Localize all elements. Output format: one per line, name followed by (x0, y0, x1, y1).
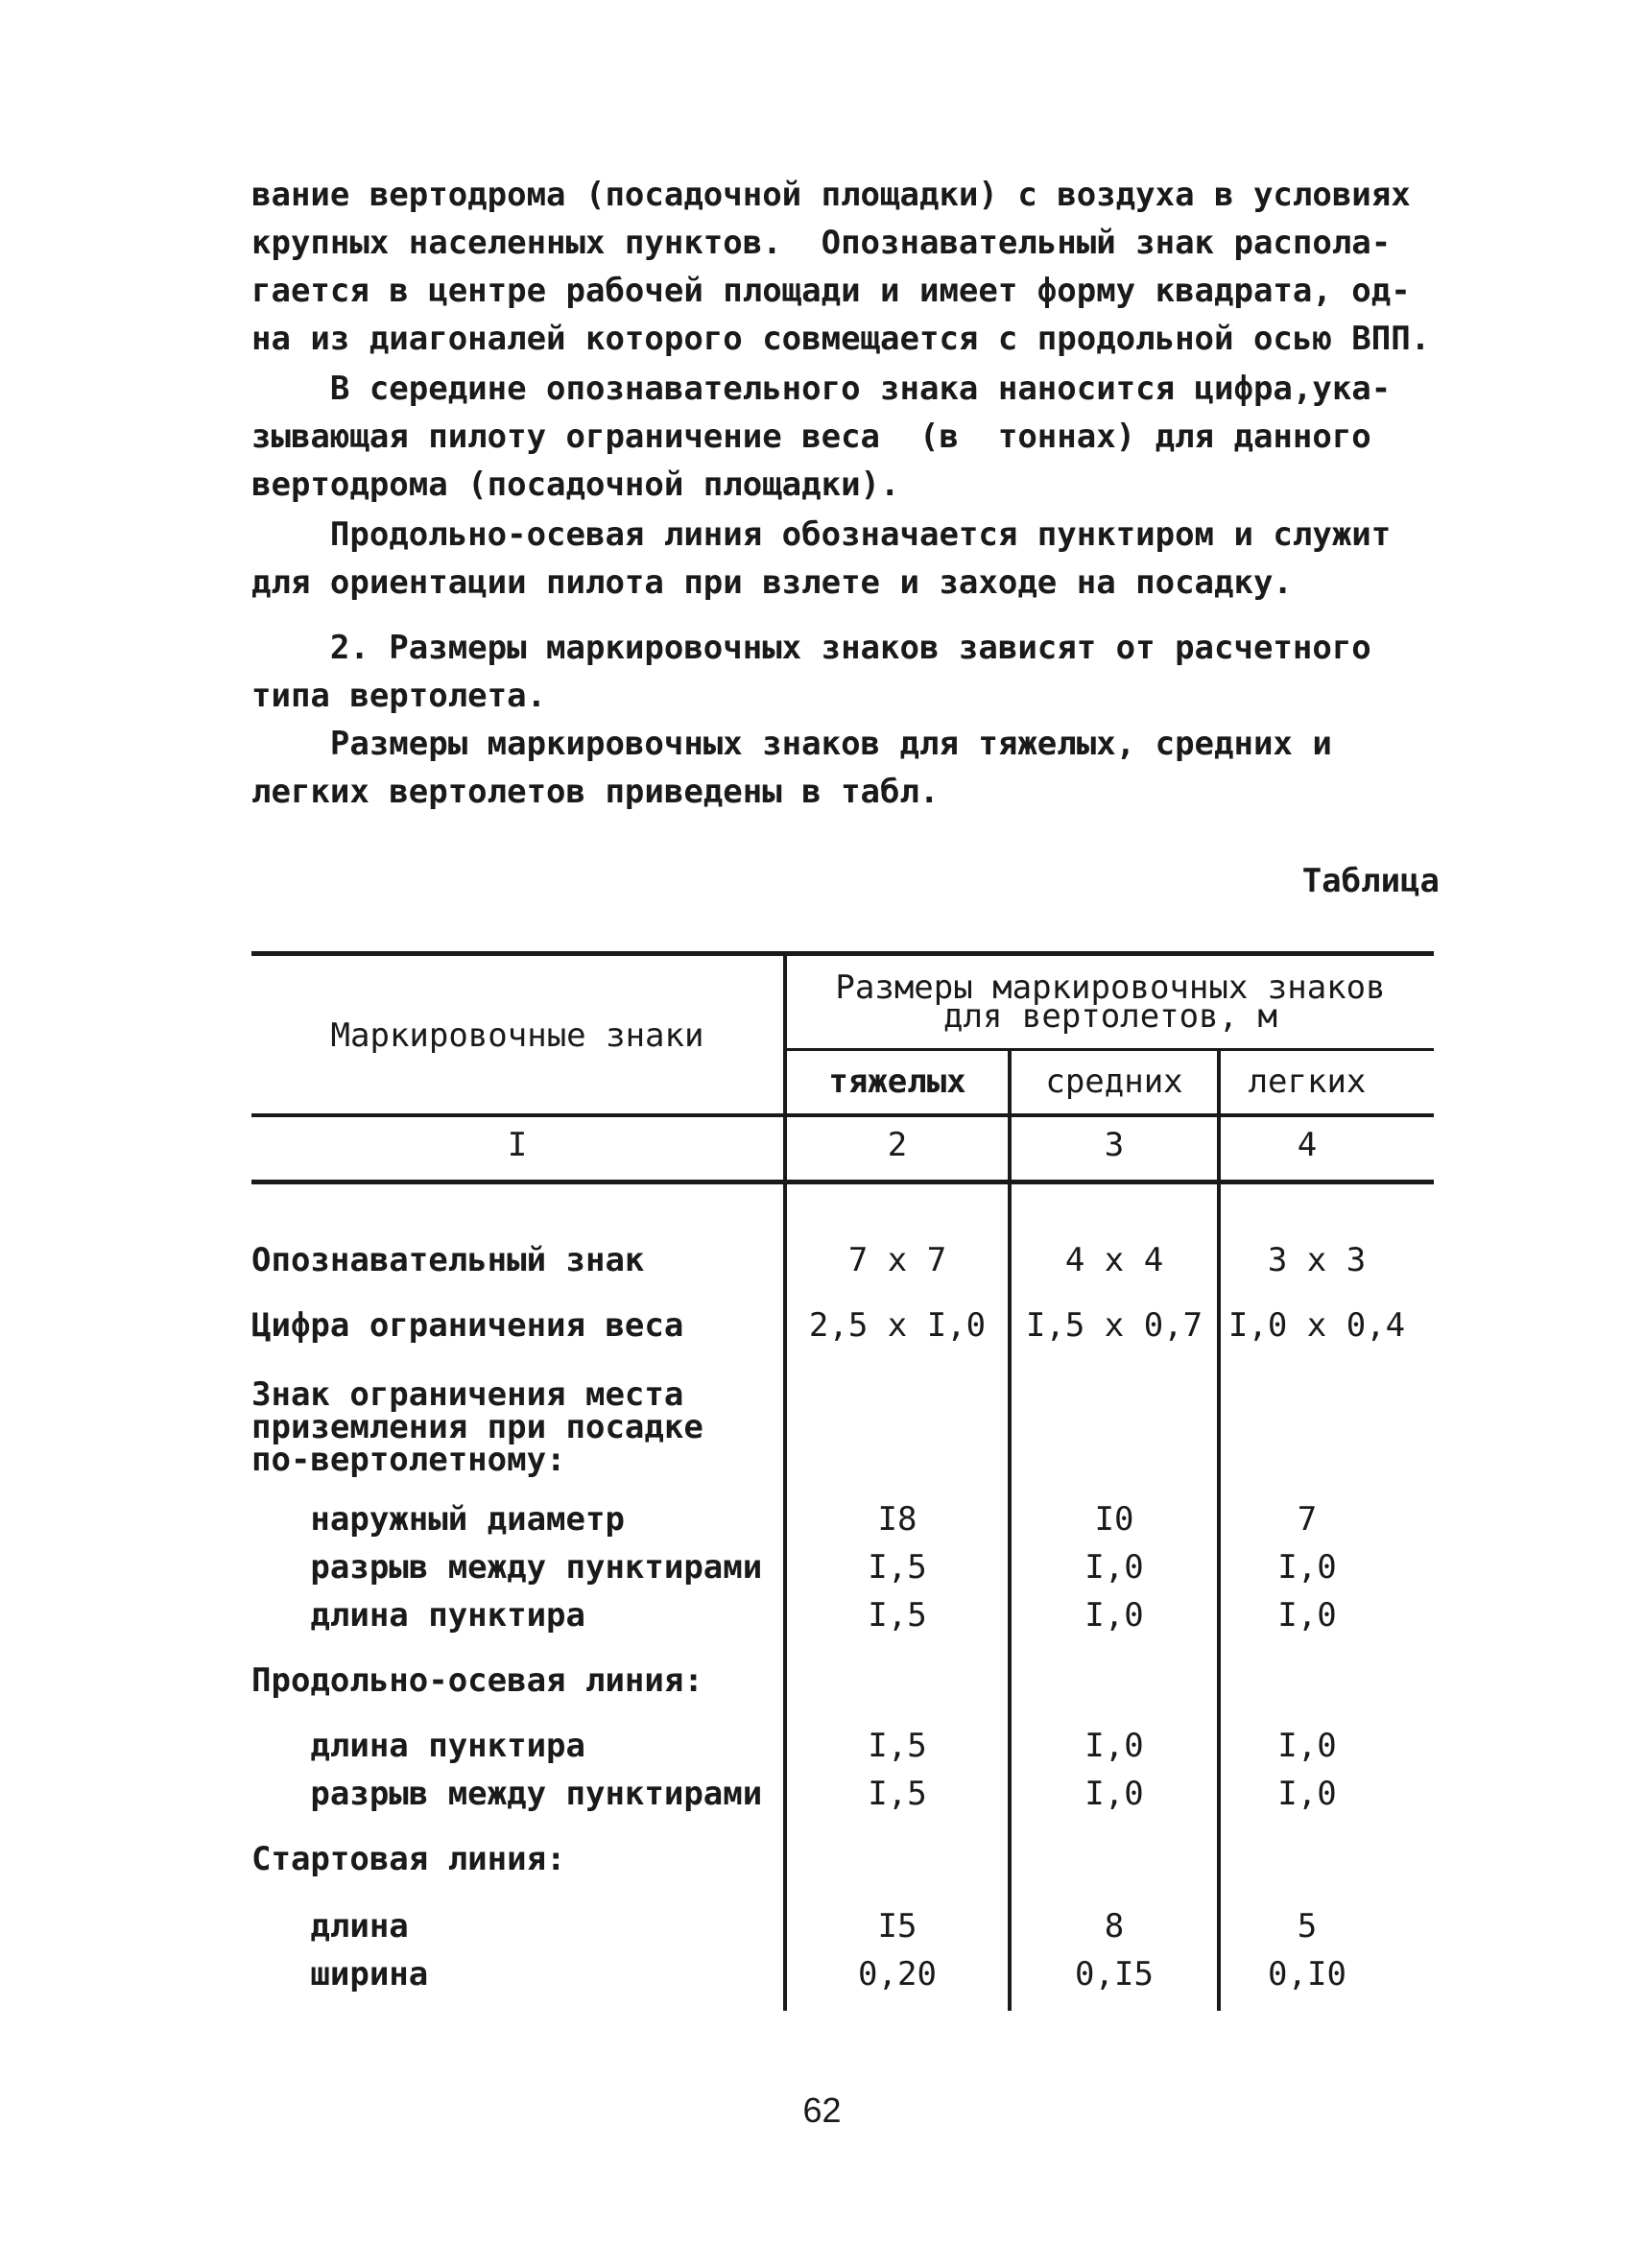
table-row-label: длина пунктира (251, 1596, 585, 1635)
table-cell: 2,5 x I,0 (808, 1306, 987, 1345)
text-line: Размеры маркировочных знаков для тяжелых, средних и (251, 725, 1332, 763)
column-number-1: I (507, 1126, 528, 1164)
header-light: легких (1248, 1062, 1367, 1101)
table-row-label: Опознавательный знак (251, 1241, 645, 1279)
column-number-2: 2 (887, 1126, 908, 1164)
text-line: вертодрома (посадочной площадки). (251, 466, 900, 504)
text-line: гается в центре рабочей площади и имеет форму квадрата, од- (251, 272, 1411, 310)
text-line: В середине опознавательного знака наносится цифра,ука- (251, 370, 1392, 408)
table-cell: I0 (1094, 1500, 1134, 1539)
text-line: 2. Размеры маркировочных знаков зависят от расчетного (251, 629, 1371, 667)
page-number: 62 (802, 2090, 842, 2130)
table-cell: 7 (1297, 1500, 1318, 1539)
table-cell: I,5 (868, 1596, 927, 1635)
header-medium: средних (1045, 1062, 1183, 1101)
table-cell: 0,20 (858, 1955, 937, 1993)
table-cell: 5 (1297, 1907, 1318, 1946)
header-group-line-2: для вертолетов, м (943, 997, 1277, 1036)
text-line: Продольно-осевая линия обозначается пунктиром и служит (251, 515, 1392, 554)
table-cell: I,0 x 0,4 (1227, 1306, 1406, 1345)
table-cell: I,5 (868, 1727, 927, 1765)
table-row-label: Цифра ограничения веса (251, 1306, 684, 1345)
column-number-3: 3 (1104, 1126, 1125, 1164)
text-line: вание вертодрома (посадочной площадки) с воздуха в условиях (251, 176, 1411, 214)
text-line: легких вертолетов приведены в табл. (251, 773, 940, 811)
text-line: крупных населенных пунктов. Опознавательный знак распола- (251, 224, 1392, 262)
column-number-4: 4 (1297, 1126, 1318, 1164)
table-row-label: наружный диаметр (251, 1500, 625, 1539)
paragraph-5 (251, 720, 1441, 816)
table-row-label: длина (251, 1907, 409, 1946)
header-bottom-rule (251, 1113, 1434, 1117)
table-cell: I,5 (868, 1548, 927, 1587)
number-row-rule (251, 1180, 1434, 1184)
table-row-label: ширина (251, 1955, 429, 1993)
paragraph-4 (251, 624, 1441, 720)
paragraph-3 (251, 511, 1441, 607)
text-line: для ориентации пилота при взлете и заходе на посадку. (251, 563, 1293, 602)
table-row-label: разрыв между пунктирами (251, 1548, 763, 1587)
table-row-label: по-вертолетному: (251, 1441, 566, 1479)
table-cell: I,0 (1084, 1548, 1144, 1587)
table-cell: I,0 (1084, 1596, 1144, 1635)
table-cell: 7 x 7 (847, 1241, 947, 1279)
table-cell: I,0 (1084, 1727, 1144, 1765)
table-cell: I5 (877, 1907, 917, 1946)
table-cell: I,5 x 0,7 (1025, 1306, 1203, 1345)
table-cell: I,0 (1277, 1775, 1337, 1813)
table-top-rule (251, 951, 1434, 956)
column-divider-1 (783, 953, 787, 2011)
table-row-label: Стартовая линия: (251, 1840, 566, 1878)
table-cell: 8 (1104, 1907, 1125, 1946)
header-markings: Маркировочные знаки (330, 1016, 704, 1055)
table-cell: I,0 (1277, 1596, 1337, 1635)
text-line: типа вертолета. (251, 677, 547, 715)
table-cell: 3 x 3 (1267, 1241, 1367, 1279)
table-row-label: приземления при посадке (251, 1408, 703, 1446)
table-cell: I,0 (1277, 1548, 1337, 1587)
table-cell: I8 (877, 1500, 917, 1539)
table-row-label: длина пунктира (251, 1727, 585, 1765)
table-row-label: Знак ограничения места (251, 1375, 684, 1414)
header-heavy: тяжелых (828, 1062, 966, 1101)
text-line: зывающая пилоту ограничение веса (в тоннах) для данного (251, 418, 1371, 456)
header-group-line-1: Размеры маркировочных знаков (835, 968, 1386, 1007)
table-row-label: Продольно-осевая линия: (251, 1661, 703, 1700)
text-line: на из диагоналей которого совмещается с продольной осью ВПП. (251, 320, 1431, 358)
table-cell: I,0 (1277, 1727, 1337, 1765)
table-row-label: разрыв между пунктирами (251, 1775, 763, 1813)
table-cell: I,0 (1084, 1775, 1144, 1813)
paragraph-2 (251, 365, 1441, 509)
paragraph-1 (251, 171, 1441, 363)
header-group-rule (785, 1048, 1434, 1051)
table-caption: Таблица (1301, 862, 1440, 900)
table-cell: 0,I5 (1075, 1955, 1154, 1993)
table-cell: 0,I0 (1268, 1955, 1346, 1993)
table-cell: 4 x 4 (1064, 1241, 1164, 1279)
table-cell: I,5 (868, 1775, 927, 1813)
